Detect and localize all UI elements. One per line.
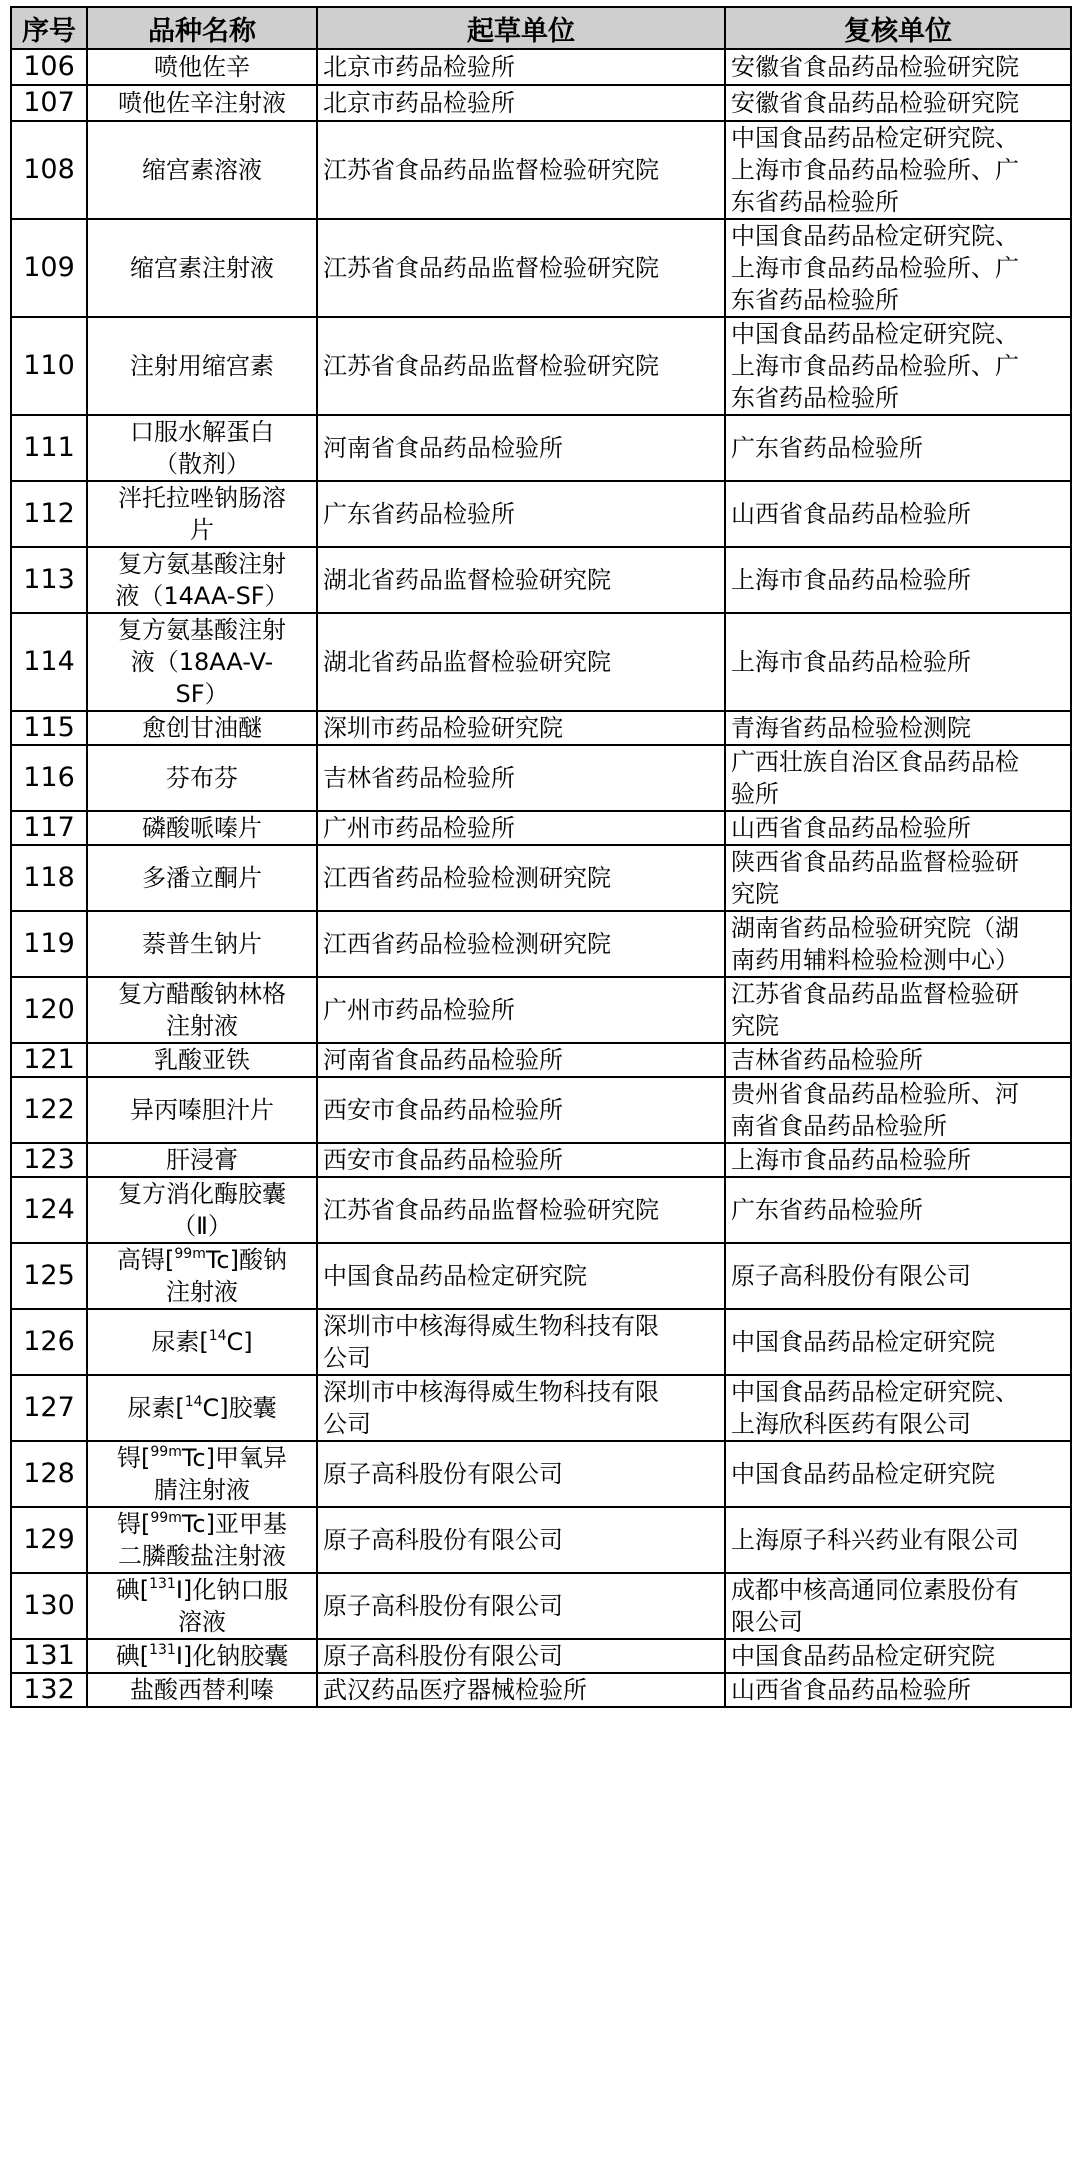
table-row	[11, 845, 1071, 911]
drug-name-line: 喷他佐辛注射液	[118, 89, 286, 117]
table-row	[11, 745, 1071, 811]
drug-name-line: 液（18AA-V-	[130, 648, 274, 676]
drafting-unit-cell	[317, 481, 725, 547]
review-unit-cell	[725, 1507, 1071, 1573]
serial-cell: 112	[11, 481, 87, 547]
drafting-unit-cell	[317, 1077, 725, 1143]
drafting-unit-line: 江苏省食品药品监督检验研究院	[323, 254, 659, 282]
drafting-unit-cell	[317, 1043, 725, 1077]
drug-name-line: 复方醋酸钠林格	[118, 980, 286, 1008]
review-unit-cell	[725, 219, 1071, 317]
review-unit-cell	[725, 745, 1071, 811]
drafting-unit-cell	[317, 711, 725, 745]
table-row	[11, 1375, 1071, 1441]
review-unit-line: 成都中核高通同位素股份有	[731, 1576, 1019, 1604]
drug-standards-table	[10, 6, 1072, 1708]
drug-name-sup: 131	[149, 1576, 176, 1592]
drug-name-line: 复方消化酶胶囊	[118, 1180, 286, 1208]
drug-name-line: 注射用缩宫素	[130, 352, 274, 380]
review-unit-line: 上海市食品药品检验所、广	[731, 254, 1019, 282]
serial-cell: 130	[11, 1573, 87, 1639]
drug-name-sup: 131	[149, 1642, 176, 1658]
drafting-unit-line: 北京市药品检验所	[323, 53, 515, 81]
drafting-unit-cell	[317, 845, 725, 911]
review-unit-line: 验所	[731, 780, 779, 808]
drug-name-line: 愈创甘油醚	[142, 714, 262, 742]
drug-name-cell	[87, 911, 317, 977]
drafting-unit-cell	[317, 219, 725, 317]
table-row	[11, 1573, 1071, 1639]
review-unit-cell	[725, 711, 1071, 745]
drug-name-cell	[87, 1043, 317, 1077]
drug-name-cell	[87, 1375, 317, 1441]
drug-name-cell	[87, 845, 317, 911]
drug-name-cell	[87, 613, 317, 711]
drug-name-line: SF）	[175, 680, 229, 708]
review-unit-cell	[725, 1077, 1071, 1143]
table-row	[11, 219, 1071, 317]
drug-name-line: 缩宫素溶液	[142, 156, 262, 184]
drug-name-line: 腈注射液	[154, 1476, 250, 1504]
table-row	[11, 1309, 1071, 1375]
drafting-unit-cell	[317, 121, 725, 219]
drug-name-line: 溶液	[178, 1608, 226, 1636]
drug-name-cell	[87, 977, 317, 1043]
review-unit-line: 上海市食品药品检验所	[731, 648, 971, 676]
review-unit-line: 吉林省药品检验所	[731, 1046, 923, 1074]
review-unit-cell	[725, 415, 1071, 481]
drafting-unit-line: 江苏省食品药品监督检验研究院	[323, 1196, 659, 1224]
drug-name-sup: 99m	[150, 1510, 182, 1526]
review-unit-line: 上海市食品药品检验所	[731, 1146, 971, 1174]
review-unit-cell	[725, 1639, 1071, 1673]
serial-cell: 126	[11, 1309, 87, 1375]
serial-cell: 121	[11, 1043, 87, 1077]
drug-name-cell	[87, 1077, 317, 1143]
drafting-unit-cell	[317, 911, 725, 977]
drafting-unit-cell	[317, 1639, 725, 1673]
drafting-unit-line: 江苏省食品药品监督检验研究院	[323, 352, 659, 380]
table-row	[11, 1441, 1071, 1507]
drafting-unit-line: 吉林省药品检验所	[323, 764, 515, 792]
drafting-unit-line: 河南省食品药品检验所	[323, 1046, 563, 1074]
drug-name-cell	[87, 1673, 317, 1707]
table-row	[11, 85, 1071, 121]
drafting-unit-cell	[317, 1507, 725, 1573]
table-row	[11, 811, 1071, 845]
drafting-unit-cell	[317, 745, 725, 811]
drug-name-cell	[87, 85, 317, 121]
drug-name-cell	[87, 547, 317, 613]
drug-name-line: 异丙嗪胆汁片	[130, 1096, 274, 1124]
drug-name-pre: 碘[	[115, 1642, 150, 1670]
drafting-unit-line: 公司	[323, 1344, 371, 1372]
review-unit-line: 江苏省食品药品监督检验研	[731, 980, 1019, 1008]
drafting-unit-line: 江西省药品检验检测研究院	[323, 930, 611, 958]
table-header	[11, 7, 1071, 49]
drug-name-cell	[87, 49, 317, 85]
review-unit-line: 安徽省食品药品检验研究院	[731, 89, 1019, 117]
table-row	[11, 1243, 1071, 1309]
serial-cell: 124	[11, 1177, 87, 1243]
header-drug-name: 品种名称	[87, 7, 317, 49]
review-unit-line: 中国食品药品检定研究院	[731, 1642, 995, 1670]
review-unit-cell	[725, 845, 1071, 911]
drug-name-line: 缩宫素注射液	[130, 254, 274, 282]
drug-name-line: 复方氨基酸注射	[118, 616, 286, 644]
drug-name-post: I]化钠口服	[175, 1576, 289, 1604]
review-unit-line: 安徽省食品药品检验研究院	[731, 53, 1019, 81]
serial-cell: 118	[11, 845, 87, 911]
drug-name-line: 萘普生钠片	[142, 930, 262, 958]
review-unit-line: 上海原子科兴药业有限公司	[731, 1526, 1019, 1554]
drug-name-cell	[87, 481, 317, 547]
serial-cell: 125	[11, 1243, 87, 1309]
review-unit-line: 山西省食品药品检验所	[731, 500, 971, 528]
drug-name-pre: 锝[	[117, 1510, 151, 1538]
review-unit-cell	[725, 911, 1071, 977]
drug-name-cell	[87, 415, 317, 481]
table-row	[11, 317, 1071, 415]
drafting-unit-line: 原子高科股份有限公司	[323, 1642, 563, 1670]
drafting-unit-cell	[317, 49, 725, 85]
review-unit-line: 中国食品药品检定研究院、	[731, 124, 1019, 152]
drug-name-line: 注射液	[166, 1278, 238, 1306]
drafting-unit-line: 湖北省药品监督检验研究院	[323, 566, 611, 594]
drug-name-line: 盐酸西替利嗪	[130, 1676, 274, 1704]
drug-name-line: 喷他佐辛	[154, 53, 250, 81]
table-body	[11, 49, 1071, 1707]
drafting-unit-line: 深圳市药品检验研究院	[323, 714, 563, 742]
serial-cell: 107	[11, 85, 87, 121]
drug-name-pre: 尿素[	[127, 1394, 185, 1422]
drafting-unit-line: 武汉药品医疗器械检验所	[323, 1676, 587, 1704]
review-unit-line: 中国食品药品检定研究院、	[731, 222, 1019, 250]
drafting-unit-line: 北京市药品检验所	[323, 89, 515, 117]
table-row	[11, 1143, 1071, 1177]
review-unit-line: 东省药品检验所	[731, 188, 899, 216]
table-row	[11, 547, 1071, 613]
drug-name-line: （散剂）	[154, 450, 250, 478]
review-unit-line: 东省药品检验所	[731, 384, 899, 412]
drafting-unit-cell	[317, 1375, 725, 1441]
drug-name-sup: 99m	[150, 1444, 182, 1460]
table-row	[11, 1043, 1071, 1077]
serial-cell: 131	[11, 1639, 87, 1673]
drug-name-line: 乳酸亚铁	[154, 1046, 250, 1074]
drug-name-cell	[87, 317, 317, 415]
drafting-unit-cell	[317, 1441, 725, 1507]
review-unit-cell	[725, 1309, 1071, 1375]
drafting-unit-cell	[317, 811, 725, 845]
review-unit-line: 南药用辅料检验检测中心）	[731, 946, 1019, 974]
drug-name-post: C]胶囊	[202, 1394, 277, 1422]
review-unit-cell	[725, 1243, 1071, 1309]
drug-name-cell	[87, 219, 317, 317]
drug-name-cell	[87, 1507, 317, 1573]
drug-name-cell	[87, 1573, 317, 1639]
drug-name-line: 多潘立酮片	[142, 864, 262, 892]
drafting-unit-line: 深圳市中核海得威生物科技有限	[323, 1378, 659, 1406]
review-unit-cell	[725, 547, 1071, 613]
table-row	[11, 49, 1071, 85]
header-review-unit: 复核单位	[725, 7, 1071, 49]
drafting-unit-cell	[317, 1243, 725, 1309]
review-unit-line: 陕西省食品药品监督检验研	[731, 848, 1019, 876]
serial-cell: 110	[11, 317, 87, 415]
table-row	[11, 711, 1071, 745]
review-unit-cell	[725, 1673, 1071, 1707]
drug-name-line: 肝浸膏	[166, 1146, 238, 1174]
review-unit-line: 究院	[731, 1012, 779, 1040]
review-unit-cell	[725, 1143, 1071, 1177]
drafting-unit-line: 湖北省药品监督检验研究院	[323, 648, 611, 676]
drug-name-cell	[87, 1309, 317, 1375]
drafting-unit-cell	[317, 1143, 725, 1177]
drafting-unit-cell	[317, 415, 725, 481]
drug-name-sup: 14	[184, 1394, 203, 1410]
review-unit-line: 上海欣科医药有限公司	[731, 1410, 971, 1438]
drug-name-post: C]	[226, 1328, 253, 1356]
review-unit-line: 上海市食品药品检验所、广	[731, 156, 1019, 184]
drafting-unit-line: 广东省药品检验所	[323, 500, 515, 528]
drafting-unit-line: 西安市食品药品检验所	[323, 1096, 563, 1124]
table-row	[11, 1077, 1071, 1143]
review-unit-line: 广东省药品检验所	[731, 1196, 923, 1224]
table-row	[11, 1507, 1071, 1573]
drug-name-line: 芬布芬	[166, 764, 238, 792]
drafting-unit-cell	[317, 977, 725, 1043]
drug-name-line: 磷酸哌嗪片	[142, 814, 262, 842]
serial-cell: 109	[11, 219, 87, 317]
drug-name-cell	[87, 121, 317, 219]
table-row	[11, 613, 1071, 711]
drug-name-pre: 碘[	[115, 1576, 150, 1604]
drug-name-cell	[87, 1177, 317, 1243]
drafting-unit-cell	[317, 1309, 725, 1375]
drafting-unit-line: 公司	[323, 1410, 371, 1438]
drafting-unit-line: 原子高科股份有限公司	[323, 1460, 563, 1488]
serial-cell: 127	[11, 1375, 87, 1441]
review-unit-line: 湖南省药品检验研究院（湖	[731, 914, 1019, 942]
drug-name-sup: 14	[208, 1328, 227, 1344]
drug-name-sup: 99m	[174, 1246, 206, 1262]
drug-name-line: 片	[190, 516, 214, 544]
drug-name-post: Tc]亚甲基	[181, 1510, 287, 1538]
table-row	[11, 977, 1071, 1043]
header-drafting-unit: 起草单位	[317, 7, 725, 49]
table-row	[11, 415, 1071, 481]
table-row	[11, 481, 1071, 547]
review-unit-line: 东省药品检验所	[731, 286, 899, 314]
drafting-unit-line: 原子高科股份有限公司	[323, 1592, 563, 1620]
review-unit-line: 南省食品药品检验所	[731, 1112, 947, 1140]
serial-cell: 128	[11, 1441, 87, 1507]
drug-name-line: （Ⅱ）	[172, 1212, 232, 1240]
table-row	[11, 911, 1071, 977]
review-unit-cell	[725, 811, 1071, 845]
serial-cell: 132	[11, 1673, 87, 1707]
drug-name-cell	[87, 1143, 317, 1177]
review-unit-line: 广东省药品检验所	[731, 434, 923, 462]
drafting-unit-cell	[317, 317, 725, 415]
drafting-unit-line: 中国食品药品检定研究院	[323, 1262, 587, 1290]
serial-cell: 129	[11, 1507, 87, 1573]
serial-cell: 122	[11, 1077, 87, 1143]
review-unit-cell	[725, 1573, 1071, 1639]
review-unit-cell	[725, 977, 1071, 1043]
drug-name-post: Tc]甲氧异	[181, 1444, 287, 1472]
review-unit-cell	[725, 317, 1071, 415]
table-row	[11, 121, 1071, 219]
review-unit-line: 中国食品药品检定研究院、	[731, 320, 1019, 348]
drug-name-cell	[87, 745, 317, 811]
review-unit-cell	[725, 1441, 1071, 1507]
table-row	[11, 1177, 1071, 1243]
drafting-unit-cell	[317, 547, 725, 613]
drafting-unit-cell	[317, 1573, 725, 1639]
serial-cell: 113	[11, 547, 87, 613]
header-row	[11, 7, 1071, 49]
serial-cell: 116	[11, 745, 87, 811]
serial-cell: 120	[11, 977, 87, 1043]
drug-name-pre: 尿素[	[151, 1328, 209, 1356]
serial-cell: 108	[11, 121, 87, 219]
drafting-unit-line: 原子高科股份有限公司	[323, 1526, 563, 1554]
drug-name-line: 注射液	[166, 1012, 238, 1040]
review-unit-line: 上海市食品药品检验所	[731, 566, 971, 594]
drug-name-line: 复方氨基酸注射	[118, 550, 286, 578]
review-unit-line: 中国食品药品检定研究院、	[731, 1378, 1019, 1406]
review-unit-cell	[725, 121, 1071, 219]
drafting-unit-line: 广州市药品检验所	[323, 996, 515, 1024]
review-unit-cell	[725, 1375, 1071, 1441]
drug-name-line: 泮托拉唑钠肠溶	[118, 484, 286, 512]
drug-name-post: Tc]酸钠	[205, 1246, 287, 1274]
table-row	[11, 1639, 1071, 1673]
drafting-unit-cell	[317, 85, 725, 121]
drug-name-post: I]化钠胶囊	[175, 1642, 289, 1670]
table-row	[11, 1673, 1071, 1707]
review-unit-line: 限公司	[731, 1608, 803, 1636]
review-unit-line: 广西壮族自治区食品药品检	[731, 748, 1019, 776]
review-unit-cell	[725, 1043, 1071, 1077]
drafting-unit-line: 深圳市中核海得威生物科技有限	[323, 1312, 659, 1340]
drug-name-line: 口服水解蛋白	[130, 418, 274, 446]
drug-name-cell	[87, 1639, 317, 1673]
drug-name-cell	[87, 1243, 317, 1309]
drafting-unit-line: 江西省药品检验检测研究院	[323, 864, 611, 892]
serial-cell: 111	[11, 415, 87, 481]
drug-name-cell	[87, 811, 317, 845]
review-unit-line: 山西省食品药品检验所	[731, 814, 971, 842]
review-unit-line: 中国食品药品检定研究院	[731, 1460, 995, 1488]
drug-name-cell	[87, 1441, 317, 1507]
review-unit-line: 原子高科股份有限公司	[731, 1262, 971, 1290]
review-unit-cell	[725, 613, 1071, 711]
drug-name-line: 二膦酸盐注射液	[118, 1542, 286, 1570]
drug-name-pre: 锝[	[117, 1444, 151, 1472]
review-unit-cell	[725, 85, 1071, 121]
header-serial: 序号	[11, 7, 87, 49]
serial-cell: 123	[11, 1143, 87, 1177]
drug-name-pre: 高锝[	[117, 1246, 175, 1274]
serial-cell: 115	[11, 711, 87, 745]
drafting-unit-cell	[317, 1177, 725, 1243]
drug-name-line: 液（14AA-SF）	[115, 582, 289, 610]
serial-cell: 119	[11, 911, 87, 977]
review-unit-line: 贵州省食品药品检验所、河	[731, 1080, 1019, 1108]
drafting-unit-line: 西安市食品药品检验所	[323, 1146, 563, 1174]
serial-cell: 106	[11, 49, 87, 85]
serial-cell: 117	[11, 811, 87, 845]
review-unit-line: 青海省药品检验检测院	[731, 714, 971, 742]
drafting-unit-line: 河南省食品药品检验所	[323, 434, 563, 462]
drafting-unit-cell	[317, 1673, 725, 1707]
drafting-unit-cell	[317, 613, 725, 711]
drafting-unit-line: 广州市药品检验所	[323, 814, 515, 842]
review-unit-cell	[725, 1177, 1071, 1243]
drug-name-cell	[87, 711, 317, 745]
review-unit-line: 中国食品药品检定研究院	[731, 1328, 995, 1356]
review-unit-cell	[725, 49, 1071, 85]
review-unit-line: 上海市食品药品检验所、广	[731, 352, 1019, 380]
review-unit-cell	[725, 481, 1071, 547]
review-unit-line: 山西省食品药品检验所	[731, 1676, 971, 1704]
drafting-unit-line: 江苏省食品药品监督检验研究院	[323, 156, 659, 184]
serial-cell: 114	[11, 613, 87, 711]
review-unit-line: 究院	[731, 880, 779, 908]
